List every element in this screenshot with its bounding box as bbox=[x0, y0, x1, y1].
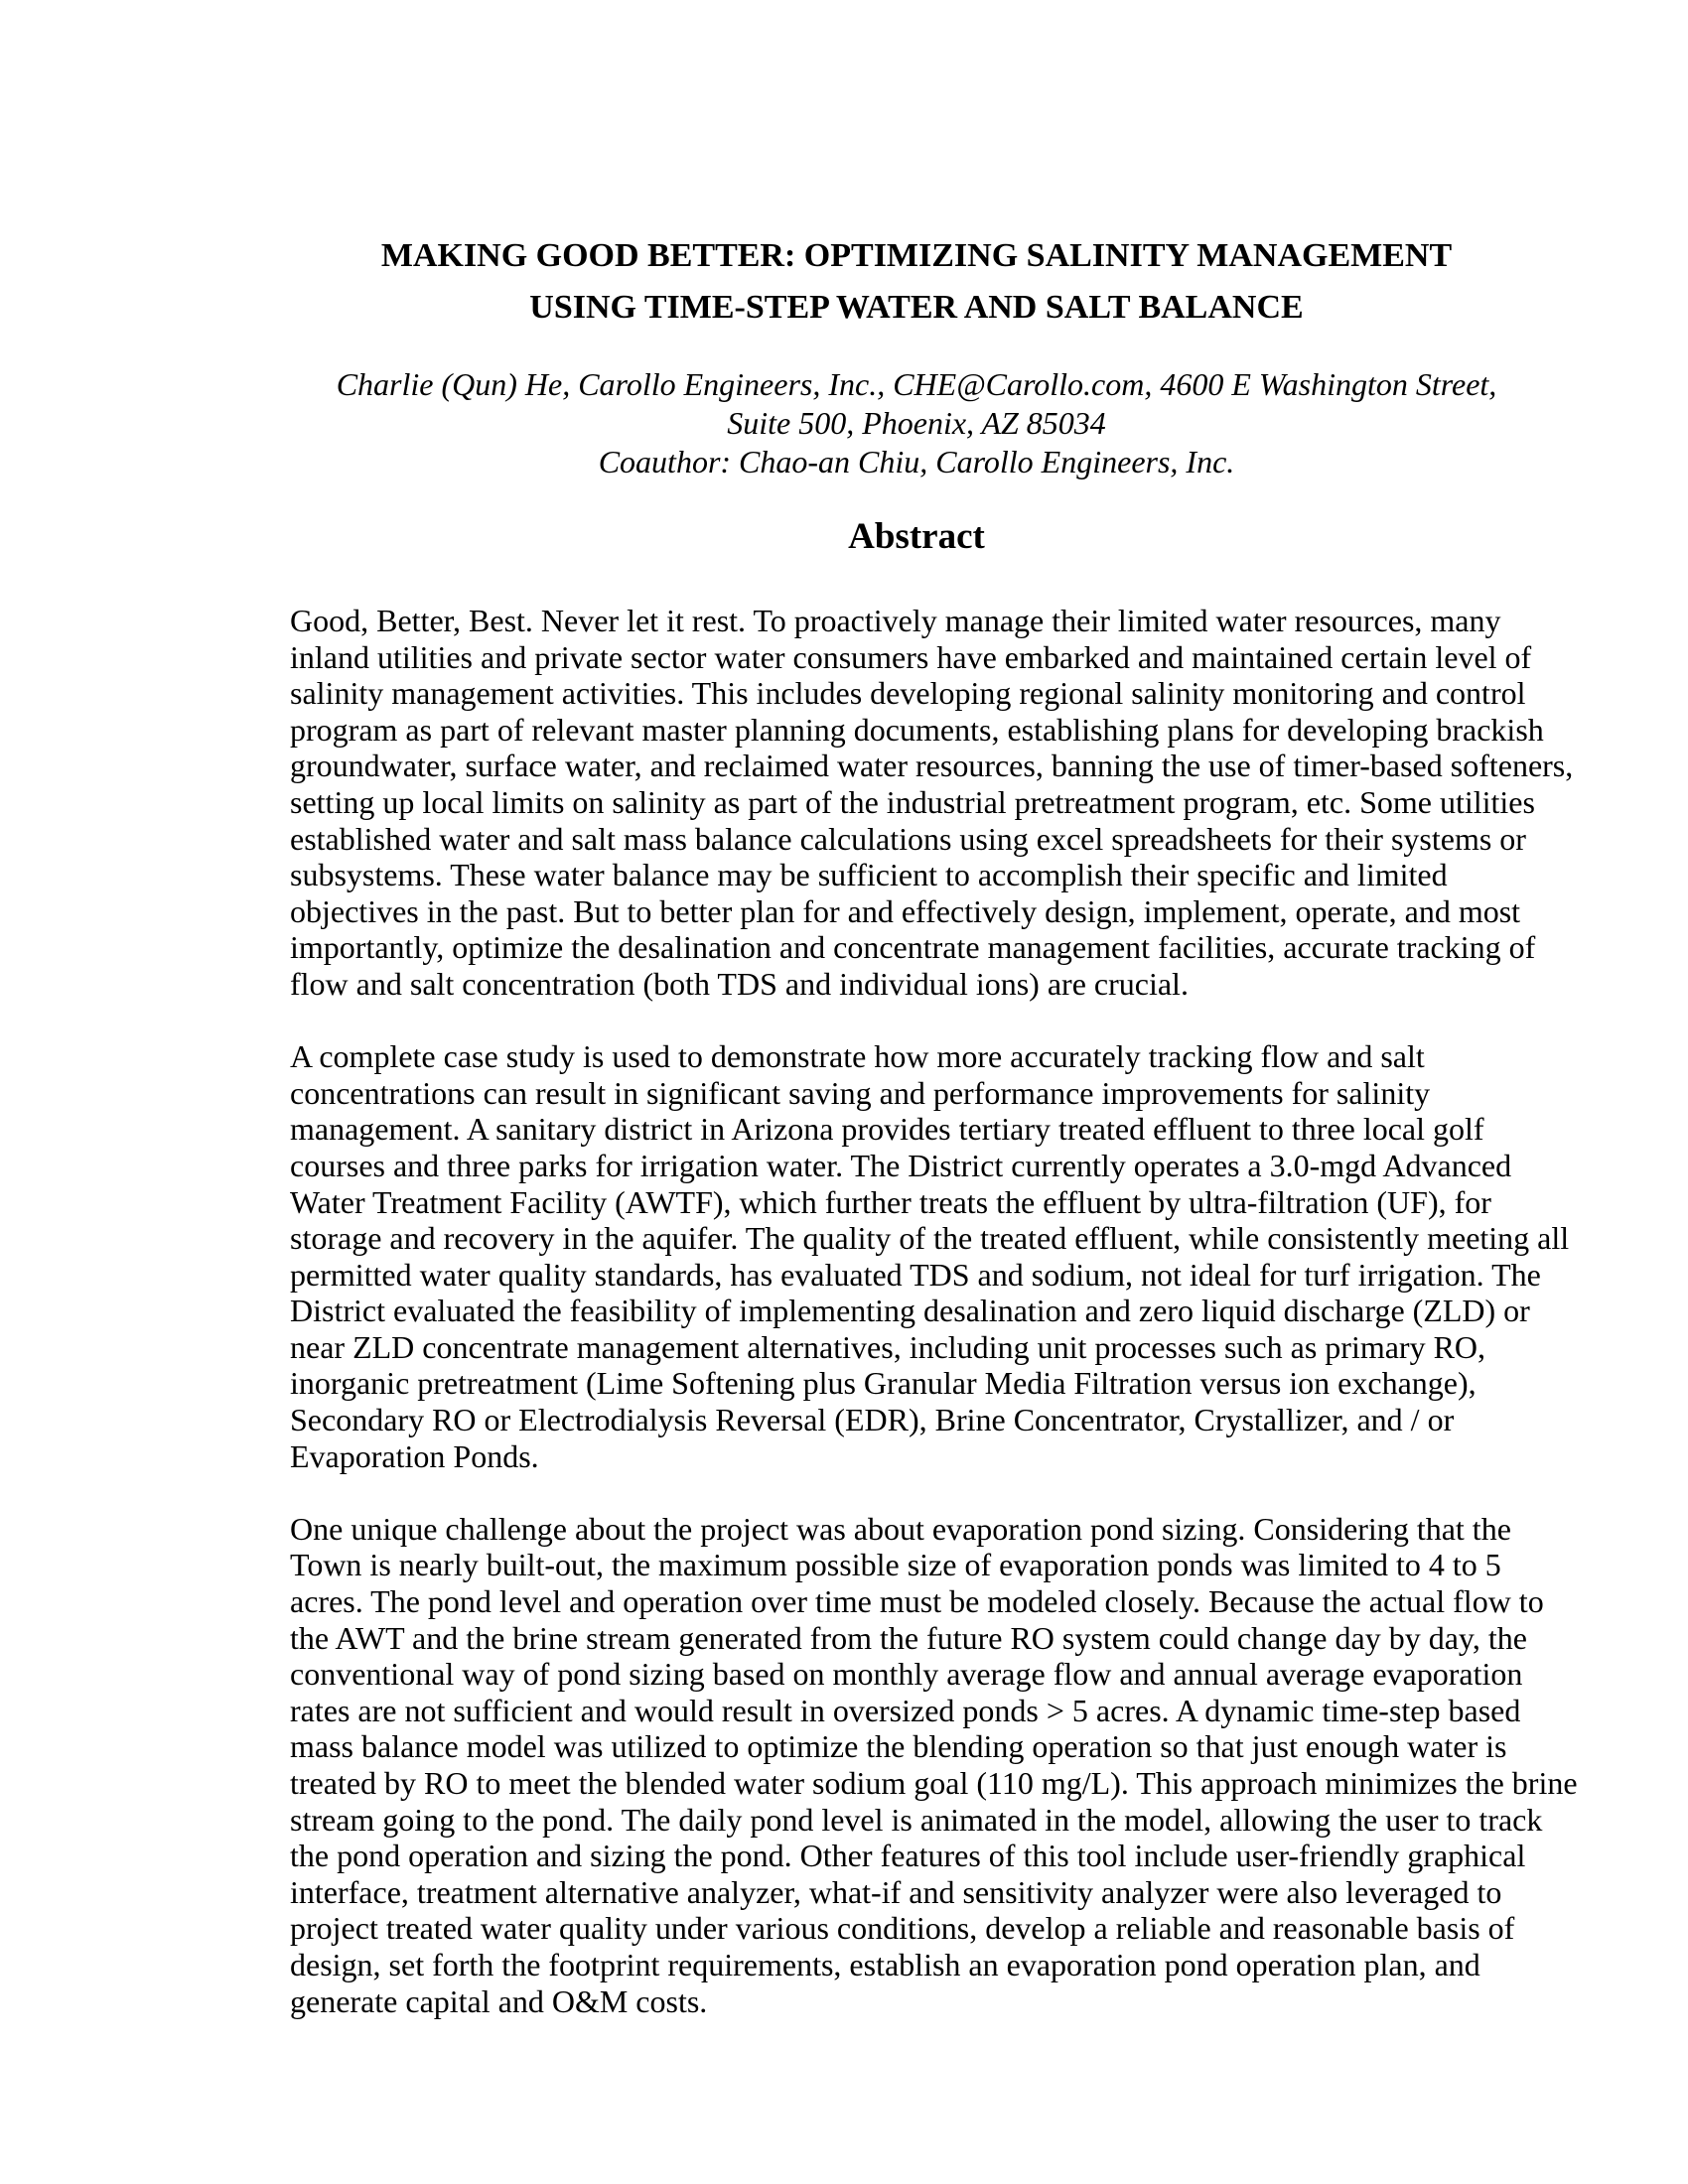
text-line: subsystems. These water balance may be sufficient to accomplish their specific and limited bbox=[290, 857, 1448, 893]
text-line: Evaporation Ponds. bbox=[290, 1437, 539, 1474]
text-line: interface, treatment alternative analyzer, what-if and sensitivity analyzer were also leveraged to bbox=[290, 1873, 1502, 1910]
text-line: setting up local limits on salinity as part of the industrial pretreatment program, etc. Some utilities bbox=[290, 783, 1535, 820]
text-line: management. A sanitary district in Arizona provides tertiary treated effluent to three local golf bbox=[290, 1111, 1484, 1148]
text-line: District evaluated the feasibility of implementing desalination and zero liquid discharge (ZLD) or bbox=[290, 1293, 1530, 1329]
text-line: generate capital and O&M costs. bbox=[290, 1982, 708, 2019]
author-block bbox=[290, 365, 1543, 481]
text-line: MAKING GOOD BETTER: OPTIMIZING SALINITY MANAGEMENT bbox=[380, 237, 1453, 274]
text-line: the pond operation and sizing the pond. Other features of this tool include user-friendly graphical bbox=[290, 1838, 1526, 1874]
text-line: near ZLD concentrate management alternatives, including unit processes such as primary RO, bbox=[290, 1328, 1486, 1365]
text-line: program as part of relevant master planning documents, establishing plans for developing brackish bbox=[290, 711, 1544, 748]
text-line: mass balance model was utilized to optimize the blending operation so that just enough water is bbox=[290, 1728, 1507, 1765]
abstract-paragraph bbox=[290, 1038, 1570, 1474]
text-line: established water and salt mass balance calculations using excel spreadsheets for their systems or bbox=[290, 820, 1526, 857]
text-line: One unique challenge about the project was about evaporation pond sizing. Considering that the bbox=[290, 1510, 1511, 1547]
section-heading-abstract: Abstract bbox=[848, 516, 985, 557]
text-line: Coauthor: Chao-an Chiu, Carollo Engineers, Inc. bbox=[598, 444, 1235, 479]
text-line: Good, Better, Best. Never let it rest. To proactively manage their limited water resources, many bbox=[290, 603, 1501, 638]
text-line: the AWT and the brine stream generated from the future RO system could change day by day, the bbox=[290, 1619, 1527, 1656]
abstract-paragraph bbox=[290, 603, 1574, 1003]
text-line: permitted water quality standards, has evaluated TDS and sodium, not ideal for turf irrigation. The bbox=[290, 1256, 1541, 1293]
text-line: courses and three parks for irrigation water. The District currently operates a 3.0-mgd Advanced bbox=[290, 1147, 1512, 1183]
text-line: inorganic pretreatment (Lime Softening plus Granular Media Filtration versus ion exchange), bbox=[290, 1365, 1477, 1402]
text-line: objectives in the past. But to better plan for and effectively design, implement, operate, and most bbox=[290, 892, 1521, 929]
text-line: rates are not sufficient and would result in oversized ponds > 5 acres. A dynamic time-step based bbox=[290, 1692, 1521, 1728]
text-line: A complete case study is used to demonstrate how more accurately tracking flow and salt bbox=[290, 1038, 1425, 1075]
text-line: concentrations can result in significant saving and performance improvements for salinity bbox=[290, 1074, 1431, 1111]
text-line: stream going to the pond. The daily pond level is animated in the model, allowing the user to track bbox=[290, 1801, 1543, 1838]
text-line: acres. The pond level and operation over time must be modeled closely. Because the actual flow to bbox=[290, 1583, 1544, 1620]
text-line: inland utilities and private sector water consumers have embarked and maintained certain level of bbox=[290, 638, 1532, 675]
abstract-body bbox=[290, 603, 1578, 2019]
text-line: design, set forth the footprint requirements, establish an evaporation pond operation plan, and bbox=[290, 1946, 1480, 1982]
text-line: Town is nearly built-out, the maximum possible size of evaporation ponds was limited to 4 to 5 bbox=[290, 1547, 1501, 1583]
text-line: Secondary RO or Electrodialysis Reversal (EDR), Brine Concentrator, Crystallizer, and / or bbox=[290, 1402, 1455, 1438]
text-line: Water Treatment Facility (AWTF), which further treats the effluent by ultra-filtration (UF), for bbox=[290, 1183, 1491, 1220]
text-line: treated by RO to meet the blended water sodium goal (110 mg/L). This approach minimizes the brine bbox=[290, 1765, 1578, 1801]
text-line: project treated water quality under various conditions, develop a reliable and reasonable basis of bbox=[290, 1910, 1515, 1947]
text-line: USING TIME-STEP WATER AND SALT BALANCE bbox=[529, 289, 1304, 326]
text-line: groundwater, surface water, and reclaimed water resources, banning the use of timer-based softeners, bbox=[290, 748, 1574, 784]
text-line: salinity management activities. This includes developing regional salinity monitoring and control bbox=[290, 675, 1526, 712]
text-line: importantly, optimize the desalination and concentrate management facilities, accurate tracking of bbox=[290, 929, 1536, 966]
text-line: Charlie (Qun) He, Carollo Engineers, Inc., CHE@Carollo.com, 4600 E Washington Street, bbox=[336, 366, 1497, 402]
text-line: flow and salt concentration (both TDS and individual ions) are crucial. bbox=[290, 965, 1189, 1002]
text-line: conventional way of pond sizing based on monthly average flow and annual average evaporation bbox=[290, 1656, 1523, 1693]
paper-title bbox=[290, 230, 1543, 334]
text-line: storage and recovery in the aquifer. The quality of the treated effluent, while consistently meeting all bbox=[290, 1220, 1570, 1257]
abstract-paragraph bbox=[290, 1510, 1578, 2019]
text-line: Suite 500, Phoenix, AZ 85034 bbox=[727, 405, 1106, 441]
